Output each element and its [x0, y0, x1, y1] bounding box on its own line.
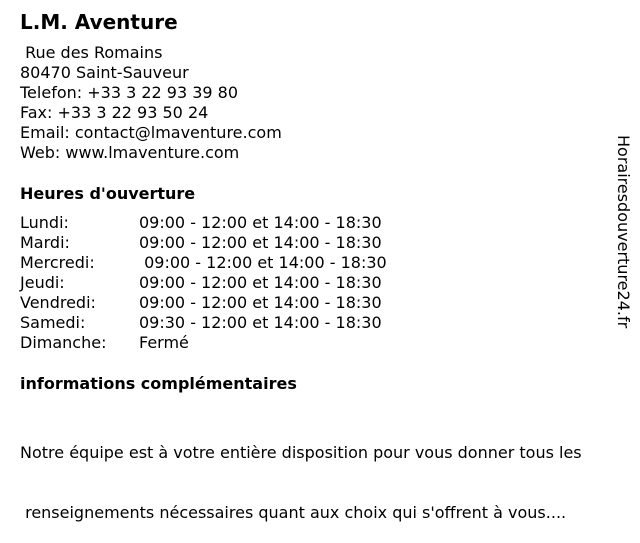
additional-info-heading: informations complémentaires	[20, 374, 297, 393]
time-value: 09:00 - 12:00 et 14:00 - 18:30	[139, 213, 382, 232]
day-label: Mercredi:	[20, 253, 95, 272]
time-value: 09:00 - 12:00 et 14:00 - 18:30	[139, 233, 382, 252]
time-value: 09:00 - 12:00 et 14:00 - 18:30	[139, 293, 382, 312]
info-line: Notre équipe est à votre entière disposition pour vous donner tous les	[20, 443, 582, 462]
info-line: renseignements nécessaires quant aux choix qui s'offrent à vous....	[20, 503, 567, 522]
day-label: Dimanche:	[20, 333, 107, 352]
time-value: 09:30 - 12:00 et 14:00 - 18:30	[139, 313, 382, 332]
contact-block	[20, 43, 282, 163]
day-label: Vendredi:	[20, 293, 96, 312]
opening-hours-heading: Heures d'ouverture	[20, 184, 196, 203]
watermark: Horairesdouverture24.fr	[614, 135, 633, 329]
day-label: Mardi:	[20, 233, 70, 252]
business-name: L.M. Aventure	[20, 10, 178, 34]
phone-number: Telefon: +33 3 22 93 39 80	[20, 83, 239, 102]
email-address: Email: contact@lmaventure.com	[20, 123, 282, 142]
time-value: 09:00 - 12:00 et 14:00 - 18:30	[139, 273, 382, 292]
day-label: Jeudi:	[20, 273, 65, 292]
day-label: Samedi:	[20, 313, 86, 332]
additional-info-text	[20, 403, 632, 543]
street-address: Rue des Romains	[20, 43, 163, 62]
city-address: 80470 Saint-Sauveur	[20, 63, 189, 82]
website: Web: www.lmaventure.com	[20, 143, 240, 162]
day-label: Lundi:	[20, 213, 69, 232]
fax-number: Fax: +33 3 22 93 50 24	[20, 103, 209, 122]
time-value: 09:00 - 12:00 et 14:00 - 18:30	[139, 253, 387, 272]
time-value: Fermé	[139, 333, 189, 352]
